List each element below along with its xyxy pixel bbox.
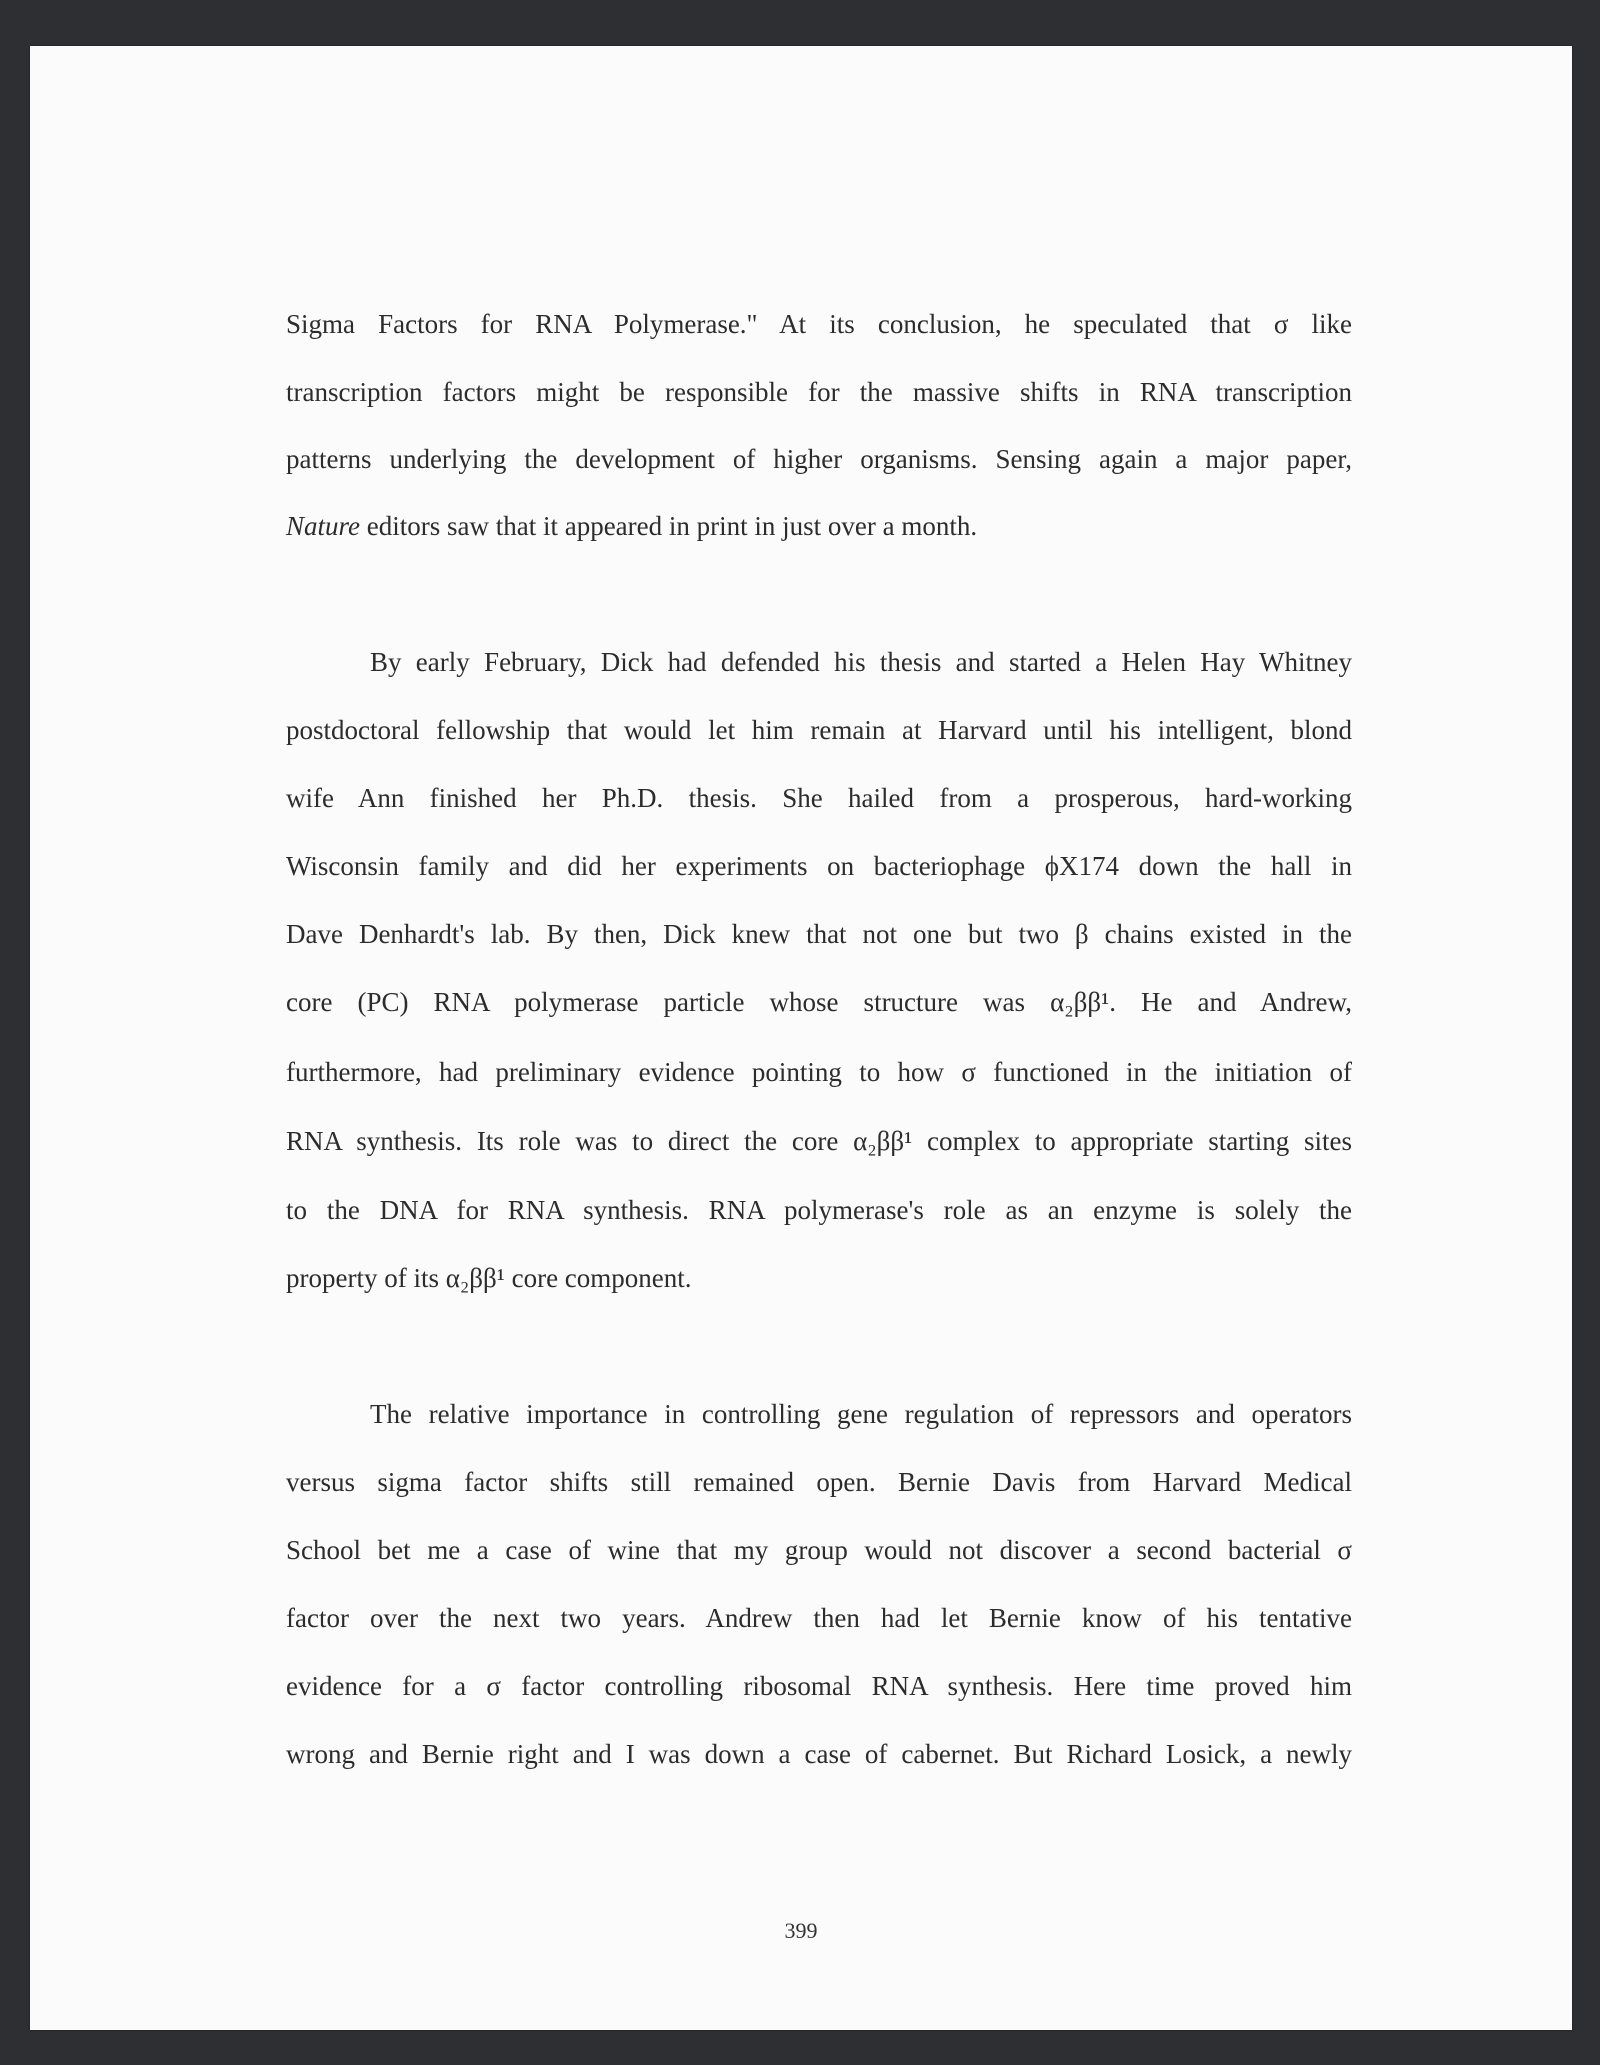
document-page [30, 46, 1572, 2030]
text-line: postdoctoral fellowship that would let him remain at Harvard until his intelligent, blond [286, 715, 1352, 745]
text-line: wife Ann finished her Ph.D. thesis. She hailed from a prosperous, hard-working [286, 783, 1352, 813]
text-line: core (PC) RNA polymerase particle whose structure was α₂ββ¹. He and Andrew, [286, 987, 1352, 1017]
text-line: School bet me a case of wine that my group would not discover a second bacterial σ [286, 1535, 1352, 1565]
text-line: factor over the next two years. Andrew then had let Bernie know of his tentative [286, 1603, 1352, 1633]
text-line: transcription factors might be responsible for the massive shifts in RNA transcription [286, 377, 1352, 407]
text-line: Wisconsin family and did her experiments on bacteriophage ϕX174 down the hall in [286, 851, 1352, 881]
text-line: patterns underlying the development of higher organisms. Sensing again a major paper, [286, 444, 1352, 474]
page-number: 399 [784, 1918, 818, 1943]
text-line: The relative importance in controlling gene regulation of repressors and operators [370, 1399, 1352, 1429]
journal-name: Nature [286, 511, 360, 541]
text-line: Sigma Factors for RNA Polymerase." At its conclusion, he speculated that σ like [286, 309, 1352, 339]
text-line: versus sigma factor shifts still remained open. Bernie Davis from Harvard Medical [286, 1467, 1352, 1497]
text-line: furthermore, had preliminary evidence pointing to how σ functioned in the initiation of [286, 1057, 1352, 1087]
text-line: to the DNA for RNA synthesis. RNA polymerase's role as an enzyme is solely the [286, 1195, 1352, 1225]
text-line: evidence for a σ factor controlling ribosomal RNA synthesis. Here time proved him [286, 1671, 1352, 1701]
text-line: Nature editors saw that it appeared in print in just over a month. [286, 511, 978, 541]
text-line: wrong and Bernie right and I was down a case of cabernet. But Richard Losick, a newly [286, 1739, 1352, 1769]
text-line: Dave Denhardt's lab. By then, Dick knew that not one but two β chains existed in the [286, 919, 1352, 949]
text-line: RNA synthesis. Its role was to direct the core α₂ββ¹ complex to appropriate starting sites [286, 1126, 1352, 1156]
text-line: property of its α₂ββ¹ core component. [286, 1263, 692, 1293]
text-line: By early February, Dick had defended his thesis and started a Helen Hay Whitney [370, 647, 1352, 677]
